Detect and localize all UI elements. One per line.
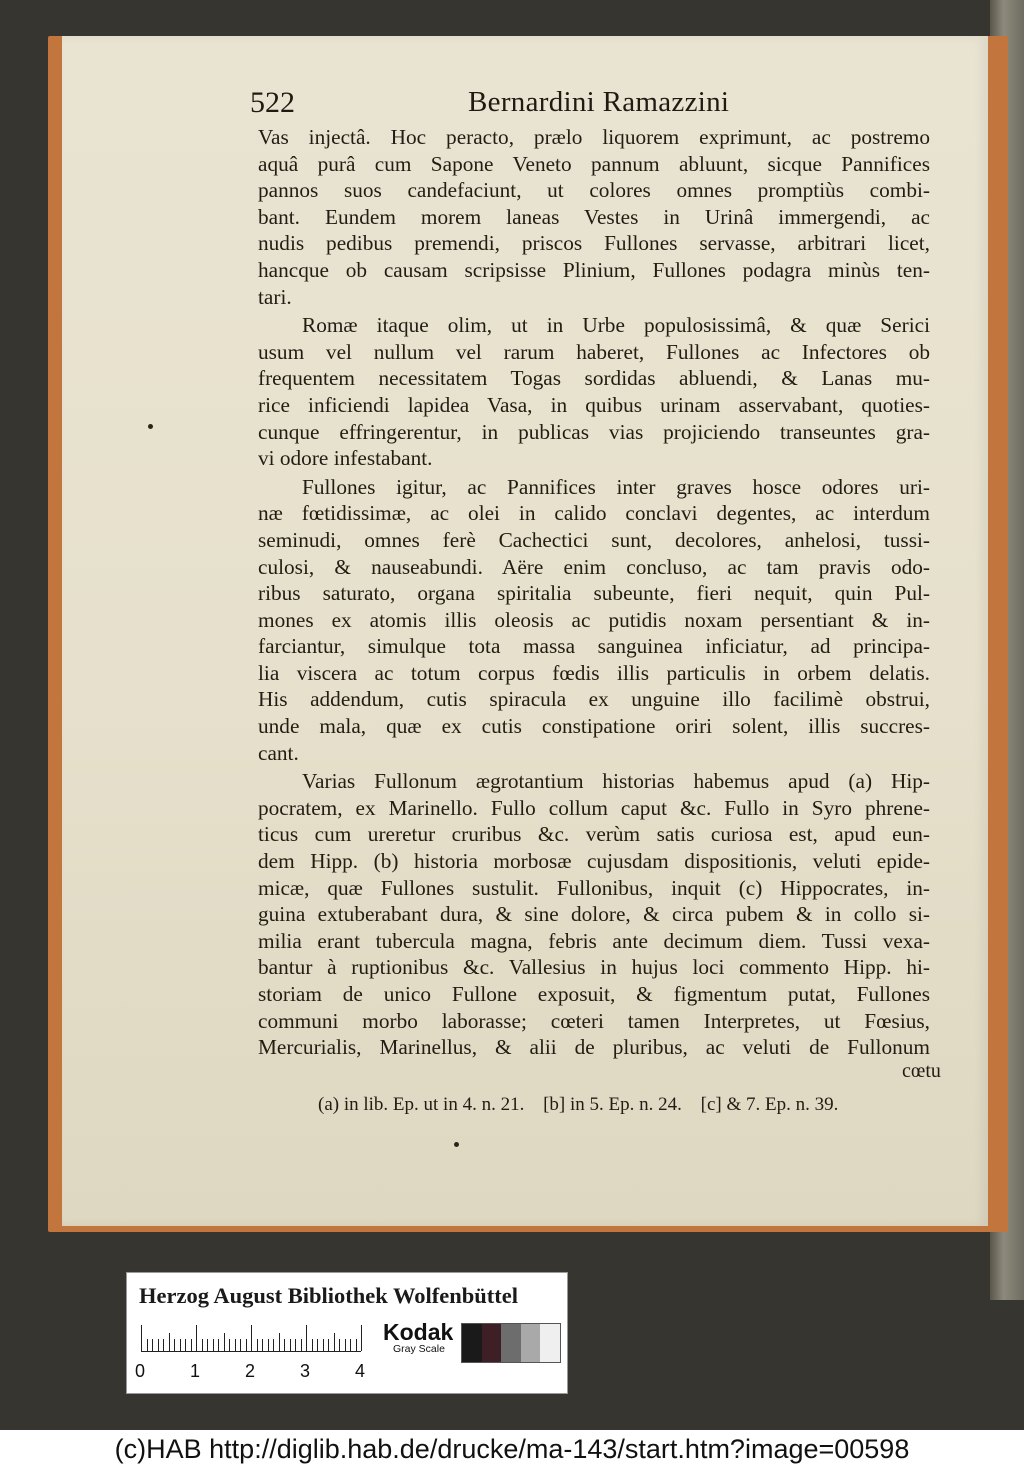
text-line: Vas injectâ. Hoc peracto, prælo liquorem exprimunt, ac postremo xyxy=(258,125,930,149)
text-line: culosi, & nauseabundi. Aëre enim concluso, ac tam pravis odo- xyxy=(258,554,930,579)
text-line: seminudi, omnes ferè Cachectici sunt, decolores, anhelosi, tussi- xyxy=(258,527,930,552)
text-line: bantur à ruptionibus &c. Vallesius in hujus loci commento Hipp. hi- xyxy=(258,955,930,980)
ruler-tick xyxy=(218,1339,219,1351)
ruler-tick xyxy=(240,1339,241,1351)
ruler-label: 1 xyxy=(190,1361,201,1381)
gray-patch xyxy=(501,1324,521,1362)
ruler-tick xyxy=(257,1339,258,1351)
text-line: ribus saturato, organa spiritalia subeunte, fieri nequit, quin Pul- xyxy=(258,581,930,606)
ruler-label: 0 xyxy=(135,1361,146,1381)
ruler-tick xyxy=(229,1339,230,1351)
text-line: Romæ itaque olim, ut in Urbe populosissimâ, & quæ Serici xyxy=(302,313,930,338)
page-header xyxy=(250,86,950,126)
text-line: ticus cum ureretur cruribus &c. verùm satis curiosa est, apud eun- xyxy=(258,822,930,847)
text-line: Mercurialis, Marinellus, & alii de pluribus, ac veluti de Fullonum xyxy=(258,1035,930,1060)
running-title: Bernardini Ramazzini xyxy=(468,86,730,118)
ruler-tick xyxy=(152,1339,153,1351)
page-number: 522 xyxy=(250,86,295,119)
ruler xyxy=(141,1325,361,1355)
ruler-tick xyxy=(268,1339,269,1351)
ruler-tick xyxy=(246,1339,247,1351)
text-line: nudis pedibus premendi, priscos Fullones servasse, arbitrari licet, xyxy=(258,231,930,256)
gray-patch xyxy=(521,1324,541,1362)
ruler-tick xyxy=(262,1339,263,1351)
ruler-tick xyxy=(235,1339,236,1351)
ruler-tick xyxy=(345,1339,346,1351)
ruler-tick xyxy=(339,1339,340,1351)
ruler-tick xyxy=(323,1339,324,1351)
ruler-tick xyxy=(356,1339,357,1351)
text-line: aquâ purâ cum Sapone Veneto pannum abluunt, sicque Pannifices xyxy=(258,151,930,176)
text-line: Varias Fullonum ægrotantium historias habemus apud (a) Hip- xyxy=(302,769,930,794)
footer-bar xyxy=(0,1430,1024,1470)
footnotes xyxy=(318,1094,852,1116)
footnote-a: (a) in lib. Ep. ut in 4. n. 21. xyxy=(318,1094,525,1115)
gray-scale-label: Gray Scale xyxy=(393,1343,445,1355)
text-line: farciantur, simulque tota massa sanguinea inficiatur, ad principa- xyxy=(258,634,930,659)
gray-patch xyxy=(540,1324,560,1362)
ruler-tick xyxy=(301,1339,302,1351)
ruler-ticks xyxy=(141,1325,361,1352)
ruler-tick xyxy=(191,1339,192,1351)
text-line: cant. xyxy=(258,740,299,765)
ruler-tick xyxy=(141,1325,142,1351)
gray-scale-strip xyxy=(461,1323,561,1363)
text-line: dem Hipp. (b) historia morbosæ cujusdam dispositionis, veluti epide- xyxy=(258,849,930,874)
ruler-tick xyxy=(312,1339,313,1351)
catchword: cœtu xyxy=(902,1060,941,1082)
text-line: frequentem necessitatem Togas sordidas abluendi, & Lanas mu- xyxy=(258,366,930,391)
ruler-tick xyxy=(185,1339,186,1351)
text-line: rice inficiendi lapidea Vasa, in quibus urinam asservabant, quoties- xyxy=(258,392,930,417)
text-line: bant. Eundem morem laneas Vestes in Urinâ immergendi, ac xyxy=(258,204,930,229)
text-line: storiam de unico Fullone exposuit, & figmentum putat, Fullones xyxy=(258,982,930,1006)
ruler-tick xyxy=(361,1325,362,1351)
ruler-tick xyxy=(163,1339,164,1351)
text-line: hancque ob causam scripsisse Plinium, Fullones podagra minùs ten- xyxy=(258,257,930,282)
ruler-tick xyxy=(196,1325,197,1351)
ruler-tick xyxy=(251,1325,252,1351)
ruler-labels xyxy=(135,1361,375,1383)
ruler-tick xyxy=(224,1333,225,1351)
ruler-tick xyxy=(334,1333,335,1351)
text-line: cunque effringerentur, in publicas vias projiciendo transeuntes gra- xyxy=(258,419,930,444)
text-line: pannos suos candefaciunt, ut colores omnes promptiùs combi- xyxy=(258,178,930,203)
text-line: vi odore infestabant. xyxy=(258,446,433,471)
ruler-tick xyxy=(147,1339,148,1351)
body-text xyxy=(258,124,930,1061)
ruler-tick xyxy=(290,1339,291,1351)
ruler-tick xyxy=(295,1339,296,1351)
ruler-tick xyxy=(306,1325,307,1351)
ruler-tick xyxy=(180,1339,181,1351)
footnote-b: [b] in 5. Ep. n. 24. xyxy=(543,1094,682,1115)
ink-spot xyxy=(454,1142,459,1147)
text-line: communi morbo laborasse; cœteri tamen Interpretes, ut Fœsius, xyxy=(258,1008,930,1033)
ruler-tick xyxy=(213,1339,214,1351)
gray-patch xyxy=(482,1324,502,1362)
text-line: næ fœtidissimæ, ac olei in calido conclavi degentes, ac interdum xyxy=(258,501,930,526)
ink-spot xyxy=(148,424,153,429)
text-line: mones ex atomis illis oleosis ac putidis noxam persentiant & in- xyxy=(258,607,930,632)
text-line: micæ, quæ Fullones sustulit. Fullonibus, inquit (c) Hippocrates, in- xyxy=(258,875,930,900)
library-name: Herzog August Bibliothek Wolfenbüttel xyxy=(139,1283,518,1308)
ruler-label: 4 xyxy=(355,1361,366,1381)
ruler-tick xyxy=(350,1339,351,1351)
kodak-logo: Kodak xyxy=(383,1319,454,1345)
ruler-tick xyxy=(169,1333,170,1351)
ruler-tick xyxy=(273,1339,274,1351)
text-line: His addendum, cutis spiracula ex unguine illo facilimè obstrui, xyxy=(258,687,930,712)
text-line: pocratem, ex Marinello. Fullo collum caput &c. Fullo in Syro phrene- xyxy=(258,795,930,820)
text-line: Fullones igitur, ac Pannifices inter graves hosce odores uri- xyxy=(302,474,930,499)
ruler-tick xyxy=(202,1339,203,1351)
text-line: tari. xyxy=(258,284,292,309)
ruler-tick xyxy=(284,1339,285,1351)
copyright-url[interactable]: (c)HAB http://diglib.hab.de/drucke/ma-143/start.htm?image=00598 xyxy=(114,1434,910,1464)
colour-calibration-card xyxy=(126,1272,568,1394)
ruler-tick xyxy=(158,1339,159,1351)
gray-patch xyxy=(462,1324,482,1362)
text-line: lia viscera ac totum corpus fœdis illis particulis in orbem delatis. xyxy=(258,660,930,685)
ruler-label: 3 xyxy=(300,1361,311,1381)
text-line: milia erant tubercula magna, febris ante decimum diem. Tussi vexa- xyxy=(258,928,930,953)
ruler-tick xyxy=(174,1339,175,1351)
text-line: guina extuberabant dura, & sine dolore, & circa pubem & in collo si- xyxy=(258,902,930,927)
ruler-tick xyxy=(207,1339,208,1351)
ruler-tick xyxy=(279,1333,280,1351)
footnote-c: [c] & 7. Ep. n. 39. xyxy=(700,1094,839,1115)
ruler-tick xyxy=(317,1339,318,1351)
ruler-label: 2 xyxy=(245,1361,256,1381)
text-line: usum vel nullum vel rarum haberet, Fullones ac Infectores ob xyxy=(258,339,930,364)
text-line: unde mala, quæ ex cutis constipatione oriri solent, illis succres- xyxy=(258,714,930,739)
ruler-tick xyxy=(328,1339,329,1351)
